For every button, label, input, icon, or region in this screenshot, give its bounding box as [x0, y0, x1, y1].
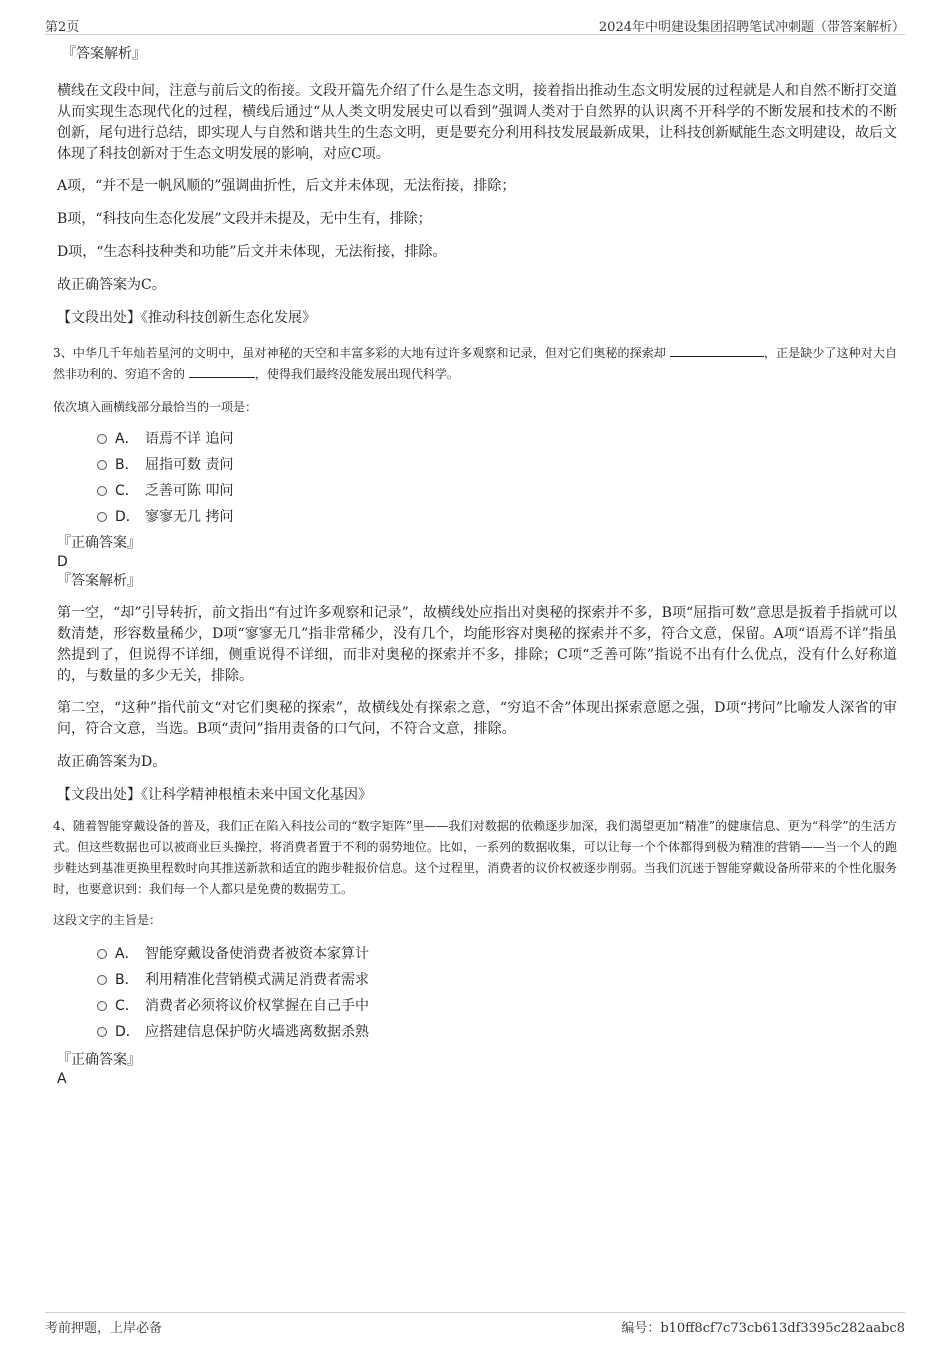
radio-button[interactable]	[97, 486, 107, 496]
correct-answer: D	[57, 554, 68, 570]
answer-label: 『正确答案』	[57, 535, 141, 551]
analysis-paragraph: 横线在文段中间，注意与前后文的衔接。文段开篇先介绍了什么是生态文明，接着指出推动生态文明发展的过程就是人和自然不断打交道从而实现生态现代化的过程，横线后通过“从人类文明发展史可以看到”强调人类对于自然界的认识离不开科学的不断发展和技术的不断创新，尾句进行总结，即实现人与自然和谐共生的生态文明，更是要充分利用科技发展最新成果，让科技创新赋能生态文明建设，故后文体现了科技创新对于生态文明发展的影响，对应C项。	[57, 83, 897, 162]
source-citation: 【文段出处】《推动科技创新生态化发展》	[57, 310, 316, 326]
source-citation: 【文段出处】《让科学精神根植未来中国文化基因》	[57, 787, 372, 803]
option-c[interactable]: C． 乏善可陈 叩问	[97, 478, 897, 504]
radio-button[interactable]	[97, 460, 107, 470]
option-d[interactable]: D． 应搭建信息保护防火墙逃离数据杀熟	[97, 1019, 897, 1045]
option-a-explanation: A项，“并不是一帆风顺的”强调曲折性，后文并未体现，无法衔接，排除；	[57, 178, 516, 194]
document-title: 2024年中明建设集团招聘笔试冲刺题（带答案解析）	[598, 20, 905, 35]
question-4-stem: 4、随着智能穿戴设备的普及，我们正在陷入科技公司的“数字矩阵”里——我们对数据的依赖逐步加深，我们渴望更加“精准”的健康信息、更为“科学”的生活方式。但这些数据也可以被商业巨头操控，将消费者置于不利的弱势地位。比如，一系列的数据收集，可以让每一个个体都得到极为精准的营销——当一个人的跑步鞋达到基准更换里程数时向其推送新款和适宜的跑步鞋报价信息。这个过程里，消费者的议价权被逐步削弱。当我们沉迷于智能穿戴设备所带来的个性化服务时，也要意识到：我们每一个人都只是免费的数据劳工。	[53, 819, 897, 896]
option-a[interactable]: A． 语焉不详 追问	[97, 426, 897, 452]
page-footer	[45, 1312, 905, 1335]
analysis-label: 『答案解析』	[57, 573, 141, 589]
document-id: 编号：b10ff8cf7c73cb613df3395c282aabc8	[621, 1321, 905, 1336]
radio-button[interactable]	[97, 434, 107, 444]
page-number: 第2页	[45, 20, 80, 35]
question-3-stem: 3、中华几千年灿若星河的文明中，虽对神秘的天空和丰富多彩的大地有过许多观察和记录，但对它们奥秘的探索却 ，正是缺少了这种对大自然非功利的、穷追不舍的 ，使得我们最终没能发展出现代科学。	[53, 346, 897, 381]
option-b[interactable]: B． 利用精准化营销模式满足消费者需求	[97, 967, 897, 993]
question-3-prompt: 依次填入画横线部分最恰当的一项是：	[53, 400, 258, 414]
option-a[interactable]: A． 智能穿戴设备使消费者被资本家算计	[97, 941, 897, 967]
radio-button[interactable]	[97, 949, 107, 959]
question-4-prompt: 这段文字的主旨是：	[53, 913, 162, 927]
answer-label: 『正确答案』	[57, 1052, 141, 1068]
question-3-options	[97, 426, 897, 530]
radio-button[interactable]	[97, 975, 107, 985]
question-4-options	[97, 941, 897, 1045]
radio-button[interactable]	[97, 1027, 107, 1037]
conclusion: 故正确答案为C。	[57, 277, 166, 293]
analysis-paragraph-1: 第一空，“却”引导转折，前文指出“有过许多观察和记录”，故横线处应指出对奥秘的探索并不多，B项“屈指可数”意思是扳着手指就可以数清楚，形容数量稀少，D项“寥寥无几”指非常稀少，没有几个，均能形容对奥秘的探索并不多，符合文意，保留。A项“语焉不详”指虽然提到了，但说得不详细，侧重说得不详细，而非对奥秘的探索并不多，排除；C项“乏善可陈”指说不出有什么优点，没有什么好称道的，与数量的多少无关，排除。	[57, 605, 897, 684]
option-b[interactable]: B． 屈指可数 责问	[97, 452, 897, 478]
option-d-explanation: D项，“生态科技种类和功能”后文并未体现，无法衔接，排除。	[57, 244, 447, 260]
option-d[interactable]: D． 寥寥无几 拷问	[97, 504, 897, 530]
fill-blank-2	[189, 365, 255, 378]
analysis-paragraph-2: 第二空，“这种”指代前文“对它们奥秘的探索”，故横线处有探索之意，“穷追不舍”体现出探索意愿之强，D项“拷问”比喻发人深省的审问，符合文意，当选。B项“责问”指用责备的口气问，不符合文意，排除。	[57, 700, 897, 737]
radio-button[interactable]	[97, 1001, 107, 1011]
fill-blank-1	[670, 344, 764, 357]
option-c[interactable]: C． 消费者必须将议价权掌握在自己手中	[97, 993, 897, 1019]
radio-button[interactable]	[97, 512, 107, 522]
option-b-explanation: B项，“科技向生态化发展”文段并未提及，无中生有，排除；	[57, 211, 432, 227]
conclusion: 故正确答案为D。	[57, 754, 167, 770]
footer-slogan: 考前押题，上岸必备	[45, 1321, 163, 1336]
correct-answer: A	[57, 1071, 67, 1087]
analysis-label: 『答案解析』	[62, 46, 146, 62]
page-content	[53, 44, 897, 1089]
page-header	[45, 12, 905, 35]
